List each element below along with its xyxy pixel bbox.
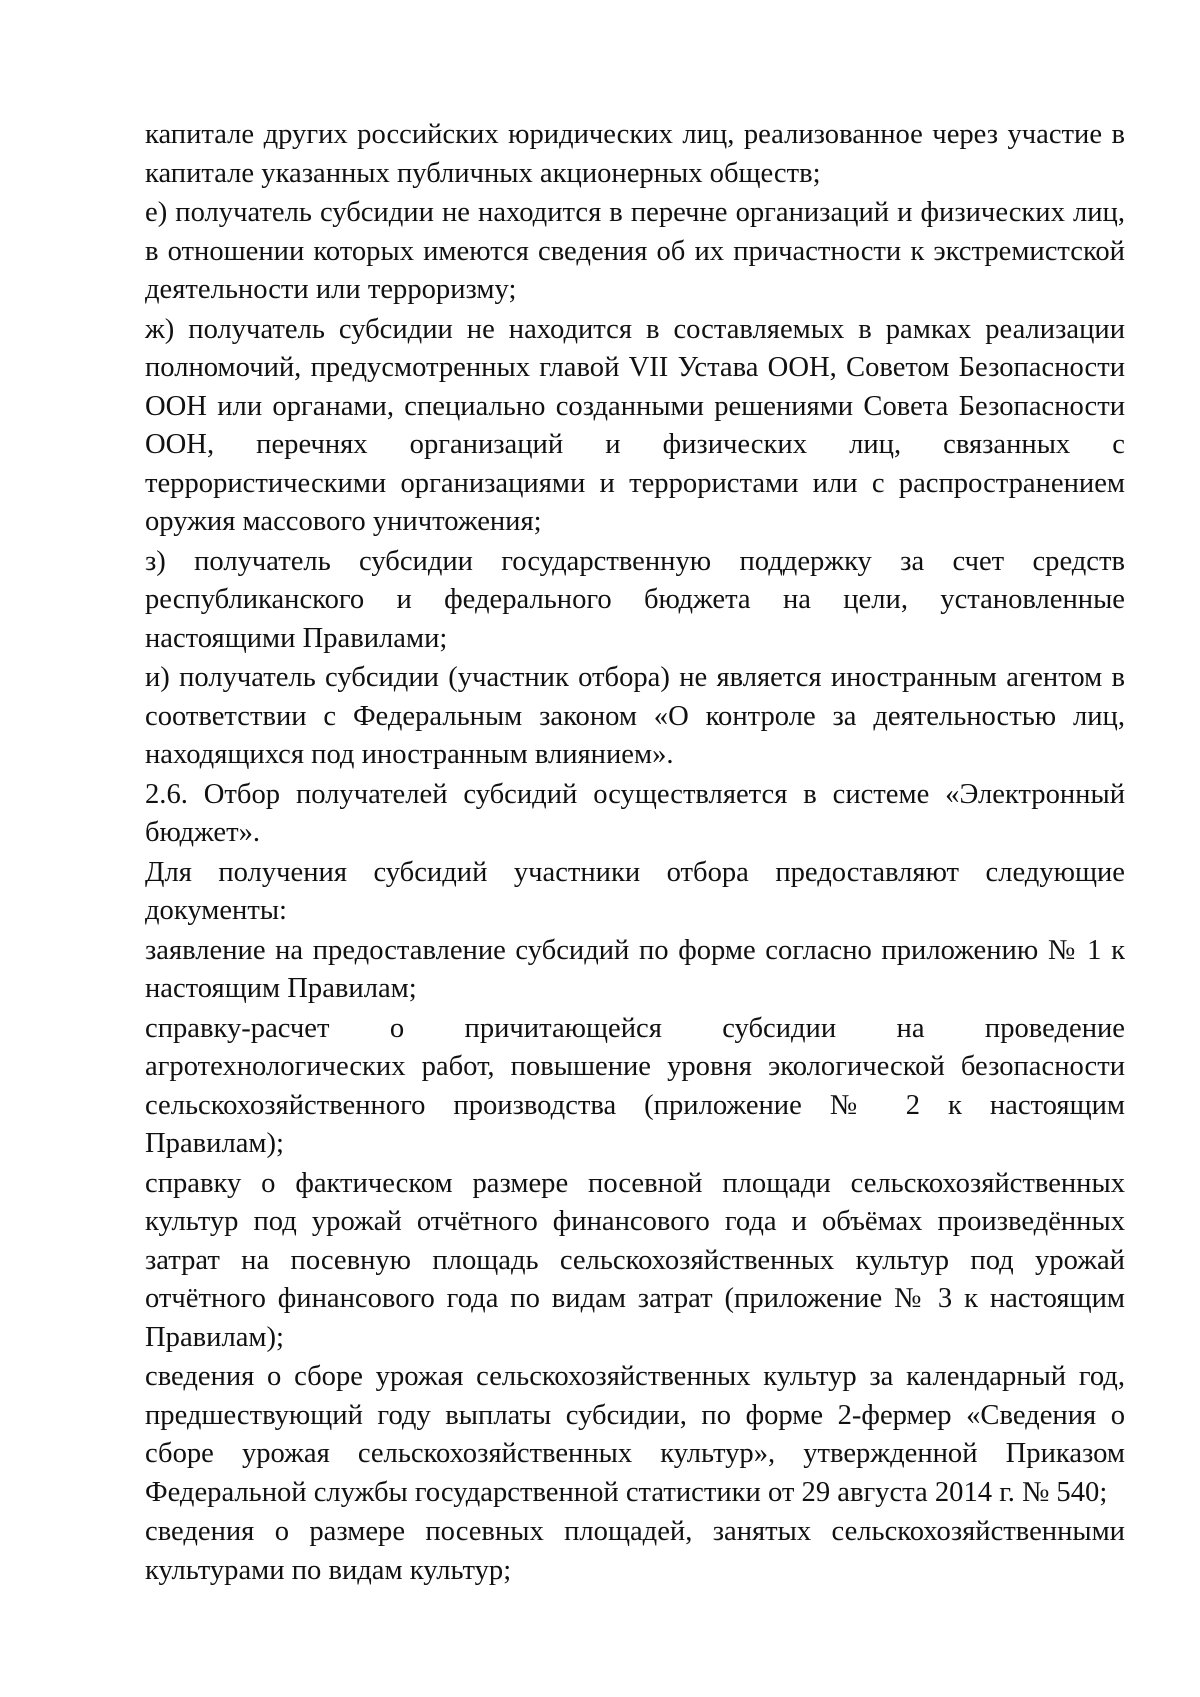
paragraph-item-zh: ж) получатель субсидии не находится в составляемых в рамках реализации полномочий, предусмотренных главой VII Устава ООН, Советом Безопасности ООН или органами, специально созданными решениями Совета Безопасности ООН, перечнях организаций и физических лиц, связанных с террористическими организациями и террористами или с распространением оружия массового уничтожения;	[145, 313, 1125, 537]
paragraph-harvest-information: сведения о сборе урожая сельскохозяйственных культур за календарный год, предшествующий году выплаты субсидии, по форме 2-фермер «Сведения о сборе урожая сельскохозяйственных культур», утвержденной Приказом Федеральной службы государственной статистики от 29 августа 2014 г. № 540;	[145, 1361, 1125, 1508]
paragraph-documents-intro: Для получения субсидий участники отбора предоставляют следующие документы:	[145, 856, 1125, 926]
paragraph-item-i: и) получатель субсидии (участник отбора) не является иностранным агентом в соответствии с Федеральным законом «О контроле за деятельностью лиц, находящихся под иностранным влиянием».	[145, 662, 1125, 770]
paragraph-sown-area-certificate: справку о фактическом размере посевной площади сельскохозяйственных культур под урожай отчётного финансового года и объёмах произведённых затрат на посевную площадь сельскохозяйственных культур под урожай отчётного финансового года по видам затрат (приложение № 3 к настоящим Правилам);	[145, 1167, 1125, 1353]
paragraph-item-z: з) получатель субсидии государственную поддержку за счет средств республиканского и федерального бюджета на цели, установленные настоящими Правилами;	[145, 545, 1125, 654]
paragraph-calculation-certificate: справку-расчет о причитающейся субсидии на проведение агротехнологических работ, повышение уровня экологической безопасности сельскохозяйственного производства (приложение № 2 к настоящим Правилам);	[145, 1012, 1125, 1159]
paragraph-capital-participation: капитале других российских юридических лиц, реализованное через участие в капитале указанных публичных акционерных обществ;	[145, 119, 1125, 189]
paragraph-section-2-6: 2.6. Отбор получателей субсидий осуществляется в системе «Электронный бюджет».	[145, 778, 1125, 848]
paragraph-sown-area-information: сведения о размере посевных площадей, занятых сельскохозяйственными культурами по видам культур;	[145, 1516, 1125, 1586]
document-body	[145, 116, 1125, 1590]
paragraph-item-e: е) получатель субсидии не находится в перечне организаций и физических лиц, в отношении которых имеются сведения об их причастности к экстремистской деятельности или терроризму;	[145, 197, 1125, 305]
paragraph-application: заявление на предоставление субсидий по форме согласно приложению № 1 к настоящим Правилам;	[145, 934, 1125, 1004]
